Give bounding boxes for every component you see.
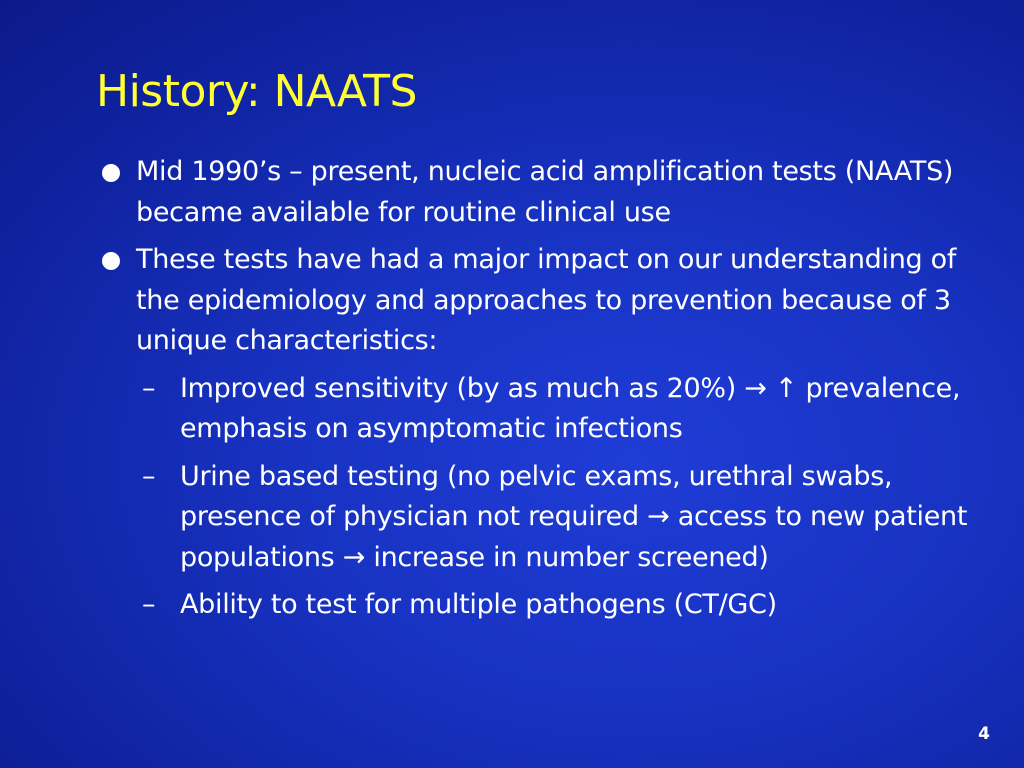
bullet-text: These tests have had a major impact on our understanding of the epidemiology and approaches to prevention because of 3 unique characteristics:	[136, 244, 957, 356]
up-arrow-icon: ↑	[774, 372, 798, 404]
sub-bullet-text: increase in number screened)	[373, 541, 769, 573]
bullet-text: Mid 1990’s – present, nucleic acid amplification tests (NAATS) became available for routine clinical use	[136, 156, 954, 228]
right-arrow-icon: →	[342, 541, 366, 573]
sub-bullet-item-1	[100, 369, 980, 450]
sub-bullet-text: prevalence, emphasis on asymptomatic infections	[180, 372, 961, 444]
sub-bullet-item-2	[100, 457, 980, 579]
bullet-dot-icon	[102, 164, 120, 182]
dash-marker: –	[142, 372, 156, 404]
dash-marker: –	[142, 460, 156, 492]
sub-bullet-text: Ability to test for multiple pathogens (CT/GC)	[180, 589, 777, 620]
slide-title: History: NAATS	[96, 66, 417, 117]
slide-content	[100, 152, 980, 633]
dash-marker: –	[142, 589, 156, 620]
sub-bullet-text: Improved sensitivity (by as much as 20%)	[180, 372, 736, 404]
bullet-item-2	[100, 240, 980, 362]
right-arrow-icon: →	[744, 372, 767, 404]
sub-bullet-text: access to new patient populations	[180, 501, 968, 573]
sub-bullet-text: Urine based testing (no pelvic exams, urethral swabs, presence of physician not required	[180, 460, 893, 532]
bullet-item-1	[100, 152, 980, 233]
page-number: 4	[978, 724, 990, 744]
right-arrow-icon: →	[647, 501, 670, 532]
sub-bullet-item-3	[100, 585, 980, 626]
bullet-dot-icon	[102, 252, 120, 270]
